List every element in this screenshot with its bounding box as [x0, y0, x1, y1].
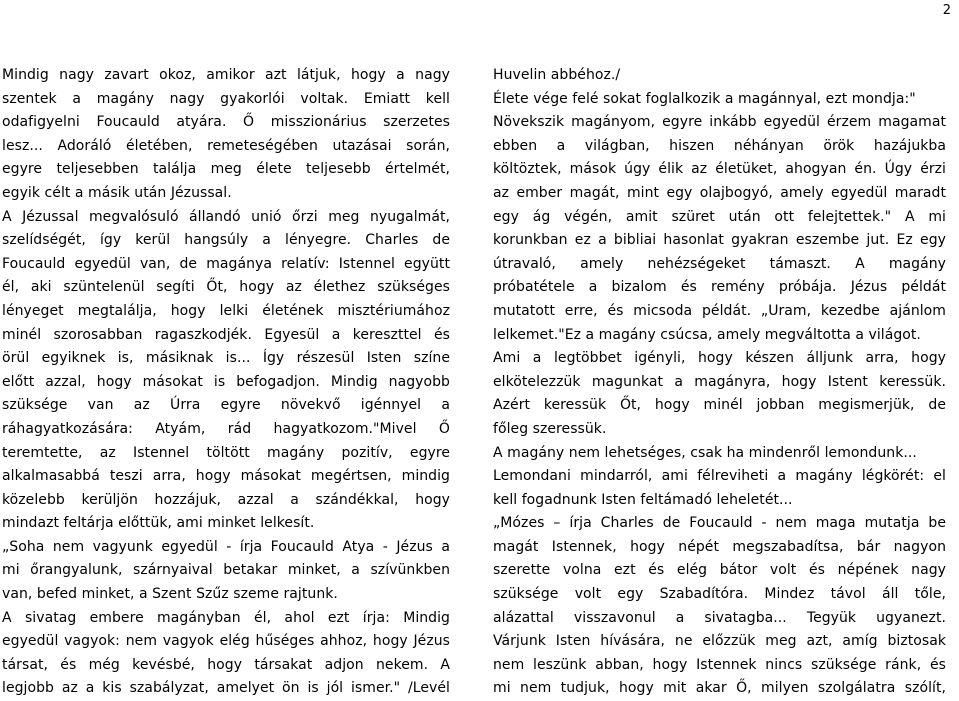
left-column-text-line: él, aki szüntelenül segíti Őt, hogy az élethez szükséges: [2, 279, 450, 296]
right-column-text-line: Élete vége felé sokat foglalkozik a magánnyal, ezt mondja:": [493, 90, 916, 107]
left-column-text-line: teremtette, az Istennel töltött magány pozitív, egyre: [2, 444, 450, 461]
right-column-text-line: magát Istennek, hogy népét megszabadítsa, bár nagyon: [493, 538, 946, 555]
left-column-text-line: egyedül vagyok: nem vagyok elég hűséges ahhoz, hogy Jézus: [2, 633, 450, 650]
right-column-text-line: próbatétele a bizalom és remény próbája. Jézus példát: [493, 279, 946, 296]
left-column-text-line: A Jézussal megvalósuló állandó unió őrzi meg nyugalmát,: [2, 208, 450, 225]
right-column-text-line: lelkemet."Ez a magány csúcsa, amely megváltotta a világot.: [493, 326, 921, 343]
left-column-text-line: minél szorosabban ragaszkodjék. Egyesül a kereszttel és: [2, 326, 450, 343]
right-column-text-line: Huvelin abbéhoz./: [493, 67, 621, 83]
left-column-text-line: szentek a magány nagy gyakorlói voltak. Emiatt kell: [2, 90, 450, 107]
left-column-text-line: egyre teljesebben találja meg élete teljesebb értelmét,: [2, 161, 450, 178]
right-column-text-line: Növekszik magányom, egyre inkább egyedül érzem magamat: [493, 114, 946, 131]
left-column-text-line: „Soha nem vagyunk egyedül - írja Foucauld Atya - Jézus a: [2, 538, 450, 555]
right-column-text-line: költöztek, mások úgy élik az életüket, ahogyan én. Úgy érzi: [493, 161, 946, 178]
right-column-text-line: mi nem tudjuk, hogy mit akar Ő, milyen szolgálatra szólít,: [493, 680, 946, 697]
left-column-text-line: társat, és még kevésbé, hogy társakat adjon nekem. A: [2, 656, 450, 673]
left-column-text-line: mi őrangyalunk, szárnyaival betakar minket, a szívünkben: [2, 562, 450, 579]
left-column-text-line: mindazt feltárja előttük, ami minket lelkesít.: [2, 515, 315, 532]
right-column-text-line: mutatott erre, és micsoda példát. „Uram, kezedbe ajánlom: [493, 302, 946, 319]
right-column-text-line: alázattal visszavonul a sivatagba... Tegyük ugyanezt.: [493, 609, 946, 626]
left-text-column: [2, 64, 450, 701]
right-column-text-line: egy ág végén, amit szüret után ott felejtettek." A mi: [493, 208, 946, 225]
right-column-text-line: Ami a legtöbbet igényli, hogy készen álljunk arra, hogy: [493, 350, 946, 367]
left-column-text-line: Foucauld egyedül van, de magánya relatív: Istennel együtt: [2, 255, 450, 272]
right-column-text-line: korunkban ez a bibliai hasonlat gyakran eszembe jut. Ez egy: [493, 232, 946, 249]
left-column-text-line: egyik célt a másik után Jézussal.: [2, 184, 232, 201]
left-column-text-line: lesz... Adoráló életében, remeteségében utazásai során,: [2, 137, 450, 154]
left-column-text-line: szüksége van az Úrra egyre növekvő igénnyel a: [2, 397, 450, 414]
left-column-text-line: alkalmasabbá teszi arra, hogy másokat megértsen, mindig: [2, 468, 450, 485]
left-column-text-line: örül egyiknek is, másiknak is... Így részesül Isten színe: [2, 350, 450, 367]
left-column-text-line: közelebb kerüljön hozzájuk, azzal a szándékkal, hogy: [2, 491, 450, 508]
right-column-text-line: az ember magát, mint egy olajbogyó, amely egyedül maradt: [493, 184, 946, 201]
left-column-text-line: lényeget megtalálja, hogy lelki életének misztériumához: [2, 302, 450, 319]
right-text-column: [493, 64, 946, 701]
left-column-text-line: szelídségét, így kerül hangsúly a lényegre. Charles de: [2, 232, 450, 249]
left-column-text-line: Mindig nagy zavart okoz, amikor azt látjuk, hogy a nagy: [2, 67, 450, 83]
right-column-text-line: „Mózes – írja Charles de Foucauld - nem maga mutatja be: [493, 515, 946, 532]
right-column-text-line: kell fogadnunk Isten feltámadó leheletét...: [493, 491, 793, 508]
right-column-text-line: Azért keressük Őt, hogy minél jobban megismerjük, de: [493, 397, 946, 414]
right-column-text-line: Lemondani mindarról, ami félreviheti a magány légkörét: el: [493, 468, 946, 485]
right-column-text-line: ebben a világban, hiszen néhányan örök hazájukba: [493, 137, 946, 154]
right-column-text-line: elkötelezzük magunkat a magányra, hogy Istent keressük.: [493, 373, 946, 390]
right-column-text-line: szerette volna ezt és elég bátor volt és népének nagy: [493, 562, 946, 579]
page-number: 2: [942, 3, 951, 18]
right-column-text-line: Várjunk Isten hívására, ne előzzük meg azt, amíg biztosak: [493, 633, 946, 650]
right-column-text-line: útravaló, amely nehézségeket támaszt. A magány: [493, 255, 946, 272]
right-column-text-line: főleg szeressük.: [493, 420, 607, 437]
left-column-text-line: előtt azzal, hogy másokat is befogadjon. Mindig nagyobb: [2, 373, 450, 390]
left-column-text-line: legjobb az a kis szabályzat, amelyet ön is jól ismer." /Levél: [2, 680, 450, 697]
right-column-text-line: A magány nem lehetséges, csak ha mindenről lemondunk...: [493, 444, 917, 461]
left-column-text-line: van, befed minket, a Szent Szűz szeme rajtunk.: [2, 586, 338, 603]
left-column-text-line: ráhagyatkozására: Atyám, rád hagyatkozom."Mivel Ő: [2, 420, 450, 437]
left-column-text-line: odafigyelni Foucauld atyára. Ő misszionárius szerzetes: [2, 114, 450, 131]
right-column-text-line: nem leszünk abban, hogy Istennek nincs szüksége ránk, és: [493, 656, 946, 673]
right-column-text-line: szüksége volt egy Szabadítóra. Mindez távol áll tőle,: [493, 586, 946, 603]
left-column-text-line: A sivatag embere magányban él, ahol ezt írja: Mindig: [2, 609, 450, 626]
